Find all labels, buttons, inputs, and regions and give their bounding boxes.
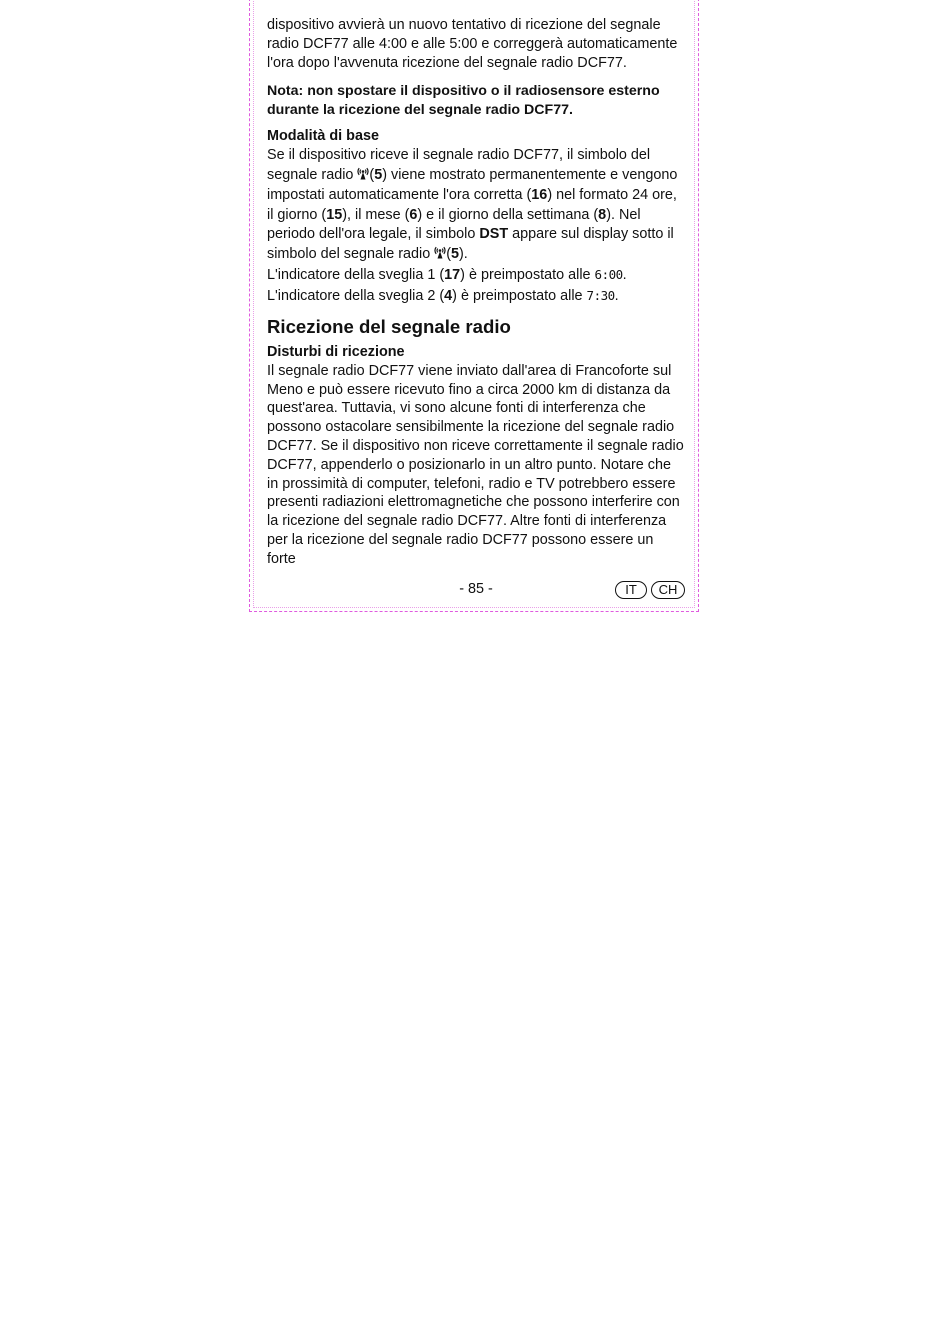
alarm1-pre: L'indicatore della sveglia 1 ( [267, 267, 445, 283]
ref-15: 15 [326, 206, 343, 223]
alarm1-line [267, 265, 685, 286]
note-label: Nota: [267, 82, 304, 99]
base-mode-text-2: ) viene mostrato permanentemente e vengono impostati automaticamente l'ora corretta ( [267, 167, 678, 203]
alarm1-time: 6:00 [594, 267, 623, 282]
base-mode-text-5: ) e il giorno della settimana ( [417, 206, 599, 223]
base-mode-text-7: appare sul display sotto il simbolo del segnale radio [267, 226, 674, 263]
intro-paragraph: dispositivo avvierà un nuovo tentativo di ricezione del segnale radio DCF77 alle 4:00 e alle 5:00 e correggerà automaticamente l'ora dopo l'avvenuta ricezione del segnale radio DCF77. [267, 17, 678, 72]
ref-4: 4 [444, 287, 453, 304]
language-badge-it: IT [615, 581, 647, 599]
alarm1-post: ) è preimpostato alle [460, 267, 595, 283]
alarm2-post: ) è preimpostato alle [452, 287, 587, 304]
ref-5a: 5 [374, 167, 383, 184]
language-badges [615, 581, 685, 599]
language-badge-ch: CH [651, 581, 685, 599]
note-text: non spostare il dispositivo o il radiosensore esterno durante la ricezione del segnale radio DCF77. [267, 82, 660, 118]
reception-section-title: Ricezione del segnale radio [267, 315, 511, 337]
base-mode-heading: Modalità di base [267, 128, 379, 145]
alarm2-time: 7:30 [586, 287, 615, 303]
radio-signal-icon [434, 245, 446, 259]
radio-signal-icon [357, 166, 369, 180]
alarm2-pre: L'indicatore della sveglia 2 ( [267, 287, 445, 304]
alarm1-dot: . [622, 267, 627, 283]
alarm2-line [267, 286, 685, 307]
ref-8: 8 [598, 206, 607, 223]
base-mode-paragraph: Se il dispositivo riceve il segnale radio DCF77, il simbolo del segnale radio (5) viene mostrato permanentemente e vengono impostati automaticamente l'ora corretta (16) nel formato 24 ore, il giorno (15), il mese (6) e il giorno della settimana (8). Nel periodo dell'ora legale, il simbolo DST appare sul display sotto il simbolo del segnale radio (5). [267, 147, 678, 263]
note-paragraph [267, 82, 685, 120]
dst-symbol: DST [479, 226, 509, 243]
ref-5b: 5 [451, 246, 460, 263]
ref-17: 17 [444, 267, 461, 283]
base-mode-text-1: Se il dispositivo riceve il segnale radio DCF77, il simbolo del segnale radio [267, 147, 651, 184]
page-footer [267, 580, 685, 602]
base-mode-text-6: ). Nel periodo dell'ora legale, il simbolo [267, 206, 641, 243]
reception-paragraph: Il segnale radio DCF77 viene inviato dall'area di Francoforte sul Meno e può essere ricevuto fino a circa 2000 km di distanza da quest'area. Tuttavia, vi sono alcune fonti di interferenza che possono ostacolare sensibilmente la ricezione del segnale radio DCF77. Se il dispositivo non riceve correttamente il segnale radio DCF77, appenderlo o posizionarlo in un altro punto. Notare che in prossimità di computer, telefoni, radio e TV potrebbero essere presenti radiazioni elettromagnetiche che possono interferire con la ricezione del segnale radio DCF77. Altre fonti di interferenza per la ricezione del segnale radio DCF77 possono essere un forte [267, 362, 684, 567]
ref-6: 6 [409, 206, 418, 223]
alarm2-dot: . [614, 287, 619, 304]
ref-16: 16 [531, 186, 548, 203]
reception-subheading: Disturbi di ricezione [267, 343, 405, 360]
page-content [267, 16, 685, 569]
base-mode-text-3: ) nel formato 24 ore, il giorno ( [267, 186, 677, 223]
base-mode-text-8: ). [459, 246, 468, 263]
page-number: - 85 - [459, 581, 493, 597]
base-mode-text-4: ), il mese ( [342, 206, 410, 223]
